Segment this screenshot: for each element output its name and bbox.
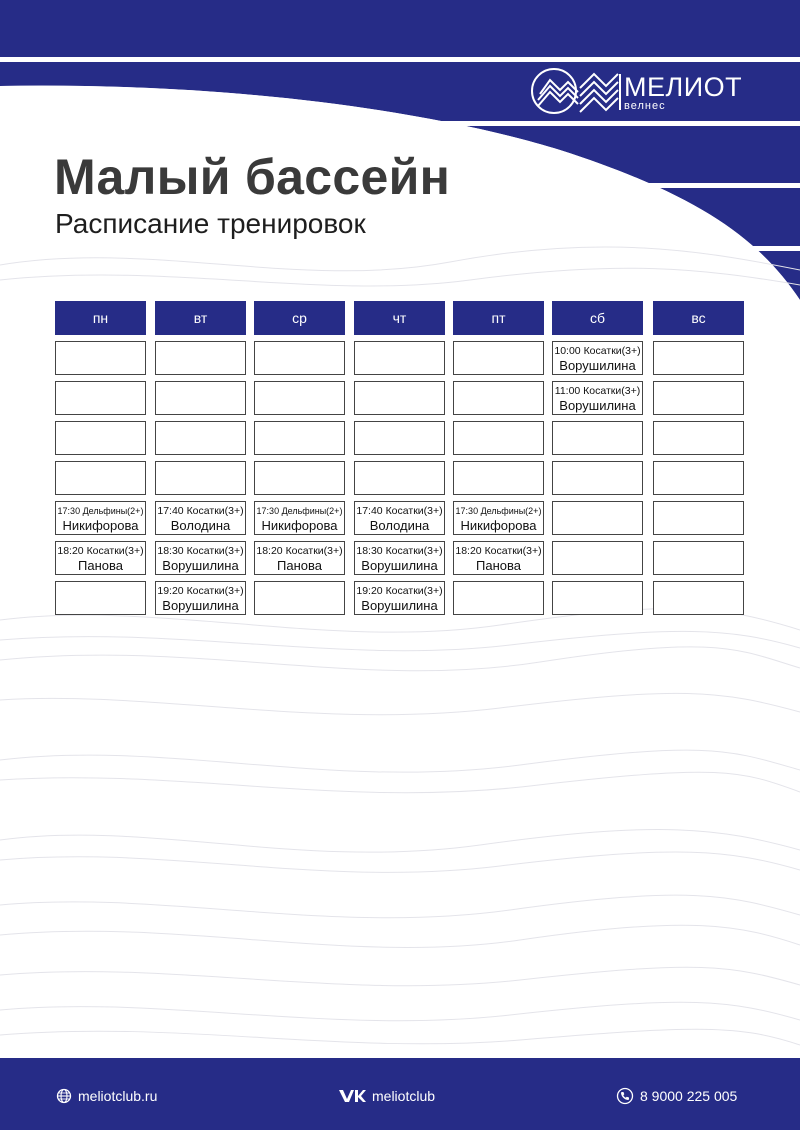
class-time: 10:00 Косатки(3+) bbox=[554, 345, 641, 357]
coach-name: Панова bbox=[277, 558, 322, 573]
schedule-cell bbox=[453, 421, 544, 455]
coach-name: Ворушилина bbox=[162, 558, 239, 573]
schedule-cell bbox=[552, 541, 643, 575]
coach-name: Ворушилина bbox=[559, 358, 636, 373]
coach-name: Панова bbox=[476, 558, 521, 573]
day-header: ср bbox=[254, 301, 345, 335]
schedule-cell bbox=[653, 541, 744, 575]
day-header: пн bbox=[55, 301, 146, 335]
schedule-cell bbox=[552, 421, 643, 455]
phone-icon bbox=[616, 1087, 634, 1105]
schedule-cell bbox=[354, 581, 445, 615]
schedule-cell bbox=[254, 541, 345, 575]
day-header: чт bbox=[354, 301, 445, 335]
schedule-cell bbox=[653, 421, 744, 455]
schedule-cell bbox=[55, 381, 146, 415]
schedule-cell bbox=[552, 461, 643, 495]
schedule-cell bbox=[254, 421, 345, 455]
schedule-cell bbox=[453, 381, 544, 415]
coach-name: Ворушилина bbox=[559, 398, 636, 413]
schedule-cell bbox=[155, 581, 246, 615]
coach-name: Ворушилина bbox=[361, 558, 438, 573]
schedule-cell bbox=[155, 381, 246, 415]
footer-phone[interactable] bbox=[616, 1086, 737, 1106]
schedule-cell bbox=[354, 541, 445, 575]
class-time: 17:40 Косатки(3+) bbox=[356, 505, 443, 517]
schedule-cell bbox=[155, 541, 246, 575]
schedule-cell bbox=[453, 461, 544, 495]
schedule-cell bbox=[254, 461, 345, 495]
class-time: 18:30 Косатки(3+) bbox=[356, 545, 443, 557]
schedule-cell bbox=[55, 501, 146, 535]
website-text: meliotclub.ru bbox=[78, 1088, 158, 1104]
class-time: 11:00 Косатки(3+) bbox=[554, 385, 641, 397]
coach-name: Никифорова bbox=[261, 518, 338, 533]
footer-social[interactable] bbox=[338, 1086, 435, 1106]
day-header: сб bbox=[552, 301, 643, 335]
schedule-cell bbox=[354, 381, 445, 415]
schedule-cell bbox=[354, 501, 445, 535]
brand-logo bbox=[530, 66, 745, 118]
schedule-cell bbox=[354, 461, 445, 495]
schedule-cell bbox=[254, 501, 345, 535]
schedule-cell bbox=[653, 341, 744, 375]
schedule-cell bbox=[55, 461, 146, 495]
schedule-cell bbox=[55, 541, 146, 575]
coach-name: Никифорова bbox=[62, 518, 139, 533]
phone-text: 8 9000 225 005 bbox=[640, 1088, 738, 1104]
schedule-cell bbox=[453, 541, 544, 575]
schedule-cell bbox=[55, 341, 146, 375]
schedule-cell bbox=[653, 581, 744, 615]
class-time: 19:20 Косатки(3+) bbox=[356, 585, 443, 597]
page-subtitle: Расписание тренировок bbox=[55, 208, 366, 239]
schedule-cell bbox=[155, 461, 246, 495]
coach-name: Никифорова bbox=[460, 518, 537, 533]
logo-divider bbox=[619, 74, 621, 110]
schedule-cell bbox=[155, 501, 246, 535]
class-time: 17:30 Дельфины(2+) bbox=[455, 506, 542, 516]
day-header: вс bbox=[653, 301, 744, 335]
class-time: 17:30 Дельфины(2+) bbox=[57, 506, 144, 516]
schedule-cell bbox=[254, 581, 345, 615]
schedule-cell bbox=[552, 581, 643, 615]
schedule-cell bbox=[453, 581, 544, 615]
class-time: 18:20 Косатки(3+) bbox=[455, 545, 542, 557]
schedule-cell bbox=[653, 461, 744, 495]
footer-website[interactable] bbox=[56, 1086, 157, 1106]
schedule-cell bbox=[55, 581, 146, 615]
brand-name: МЕЛИОТ bbox=[624, 72, 743, 102]
globe-icon bbox=[56, 1088, 72, 1104]
coach-name: Ворушилина bbox=[162, 598, 239, 613]
wave-mark-icon bbox=[578, 70, 620, 114]
schedule-cell bbox=[552, 501, 643, 535]
schedule-cell bbox=[453, 341, 544, 375]
coach-name: Панова bbox=[78, 558, 123, 573]
class-time: 19:20 Косатки(3+) bbox=[157, 585, 244, 597]
schedule-cell bbox=[155, 421, 246, 455]
class-time: 17:40 Косатки(3+) bbox=[157, 505, 244, 517]
schedule-cell bbox=[653, 381, 744, 415]
schedule-cell bbox=[653, 501, 744, 535]
schedule-cell bbox=[155, 341, 246, 375]
schedule-cell bbox=[254, 381, 345, 415]
brand-subtitle: велнес bbox=[624, 100, 666, 112]
page-title: Малый бассейн bbox=[54, 149, 451, 205]
coach-name: Володина bbox=[369, 518, 430, 533]
class-time: 18:30 Косатки(3+) bbox=[157, 545, 244, 557]
class-time: 18:20 Косатки(3+) bbox=[57, 545, 144, 557]
day-header: пт bbox=[453, 301, 544, 335]
schedule-cell bbox=[55, 421, 146, 455]
schedule-cell bbox=[254, 341, 345, 375]
class-time: 18:20 Косатки(3+) bbox=[256, 545, 343, 557]
class-time: 17:30 Дельфины(2+) bbox=[256, 506, 343, 516]
schedule-cell bbox=[552, 381, 643, 415]
schedule-cell bbox=[453, 501, 544, 535]
schedule-cell bbox=[552, 341, 643, 375]
day-header: вт bbox=[155, 301, 246, 335]
schedule-cell bbox=[354, 341, 445, 375]
coach-name: Володина bbox=[170, 518, 231, 533]
wave-emblem-icon bbox=[530, 66, 580, 116]
vk-icon bbox=[338, 1088, 366, 1104]
coach-name: Ворушилина bbox=[361, 598, 438, 613]
schedule-cell bbox=[354, 421, 445, 455]
social-text: meliotclub bbox=[372, 1088, 436, 1104]
